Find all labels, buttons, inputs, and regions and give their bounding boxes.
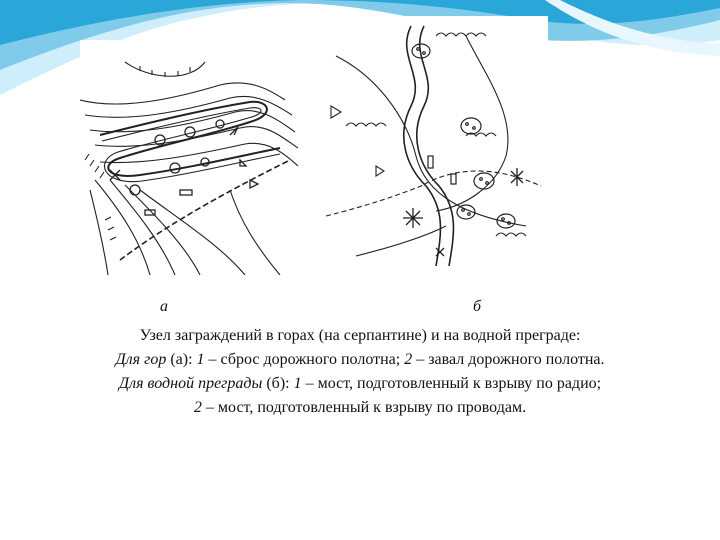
caption-mountains-prefix: Для гор xyxy=(115,351,167,368)
caption-mountains-text1: – сброс дорожного полотна; xyxy=(208,351,401,368)
caption-title: Узел заграждений в горах (на серпантине) и на водной преграде: xyxy=(139,327,581,344)
figure-b-water-obstacle xyxy=(316,16,548,266)
caption-water-n1: 1 xyxy=(293,375,302,392)
caption-water-n2: 2 xyxy=(193,399,202,416)
caption-water-prefix: Для водной преграды xyxy=(118,375,263,392)
caption-mountains-n1: 1 xyxy=(196,351,205,368)
figure-b-label: б xyxy=(473,298,482,315)
caption-water-text1: – мост, подготовленный к взрыву по радио; xyxy=(305,375,602,392)
caption-water-line xyxy=(60,372,660,396)
figure-a-mountain-serpentine xyxy=(80,40,300,275)
caption-water-letter: (б): xyxy=(266,375,290,392)
caption-mountains-n2: 2 xyxy=(404,351,413,368)
caption-mountains-text2: – завал дорожного полотна. xyxy=(416,351,605,368)
caption-water-text2: – мост, подготовленный к взрыву по проводам. xyxy=(205,399,527,416)
water-obstacle-map xyxy=(316,16,548,266)
caption-water-line-2 xyxy=(60,396,660,420)
caption-mountains-line xyxy=(60,348,660,372)
mountain-serpentine-map xyxy=(80,40,300,275)
figure-a-label: а xyxy=(160,298,168,315)
caption-mountains-letter: (а): xyxy=(170,351,193,368)
